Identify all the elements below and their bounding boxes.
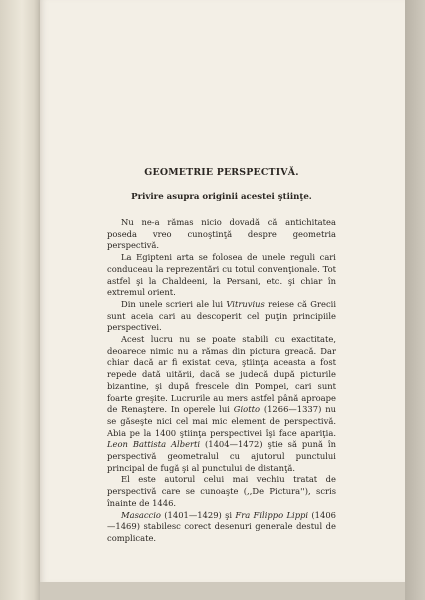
book-spine <box>0 0 40 600</box>
section-subtitle: Privire asupra originii acestei ştiinţe. <box>131 192 312 202</box>
paragraph-5 <box>107 474 336 509</box>
chapter-title: GEOMETRIE PERSPECTIVĂ. <box>144 167 299 178</box>
paragraph-text: reiese că Grecii sunt aceia cari au descoperit cel puţin principiile perspectivei. <box>107 298 336 333</box>
paragraph-text: Acest lucru nu se poate stabili cu exactitate, deoarece nimic nu a rămas din pictura greacă. Dar chiar dacă ar fi existat ceva, ştiinţa aceasta a fost repede dată uitării, dacă se judecă după picturile bizantine, şi după frescele din Pompei, cari sunt foarte greşite. Lucrurile au mers astfel până aproape de Renaştere. In operele lui <box>107 334 336 415</box>
paragraph-text: Din unele scrieri ale lui <box>121 298 227 309</box>
name-giotto: Giotto <box>233 404 260 415</box>
text-block <box>107 167 336 545</box>
paragraph-text: Nu ne-a rămas nicio dovadă că antichitatea poseda vreo cunoştinţă despre geometria perspectivă. <box>107 217 336 251</box>
paragraph-1 <box>107 217 336 252</box>
name-alberti: Leon Battista Alberti <box>107 439 201 450</box>
page-edge <box>405 0 425 600</box>
paragraph-text: (1406—1469) stabilesc corect desenuri generale destul de complicate. <box>107 509 336 543</box>
paragraph-3 <box>107 299 336 334</box>
paragraph-text: (1266—1337) nu se găseşte nici cel mai mic element de perspectivă. Abia pe la 1400 ştiinţa perspectivei îşi face apariţia. <box>107 404 336 438</box>
paragraph-2 <box>107 252 336 299</box>
page-bottom-edge <box>40 582 405 600</box>
paragraph-6 <box>107 510 336 545</box>
paragraph-text: (1404—1472) ştie să pună în perspectivă geometralul cu ajutorul punctului principal de fugă şi al punctului de distanţă. <box>107 439 336 473</box>
name-vitruvius: Vitruvius <box>226 298 265 309</box>
paragraph-text: (1401—1429) şi <box>160 509 236 520</box>
name-lippi: Fra Filippo Lippi <box>235 509 309 520</box>
paragraph-4 <box>107 334 336 474</box>
paragraph-text: La Egipteni arta se folosea de unele reguli cari conduceau la reprezentări cu totul convenţionale. Tot astfel şi la Chaldeeni, la Persani, etc. şi chiar în extremul orient. <box>107 252 336 298</box>
name-masaccio: Masaccio <box>121 509 161 520</box>
paragraph-text: El este autorul celui mai vechiu tratat de perspectivă care se cunoaşte (,,De Pictura''), scris înainte de 1446. <box>107 474 336 508</box>
